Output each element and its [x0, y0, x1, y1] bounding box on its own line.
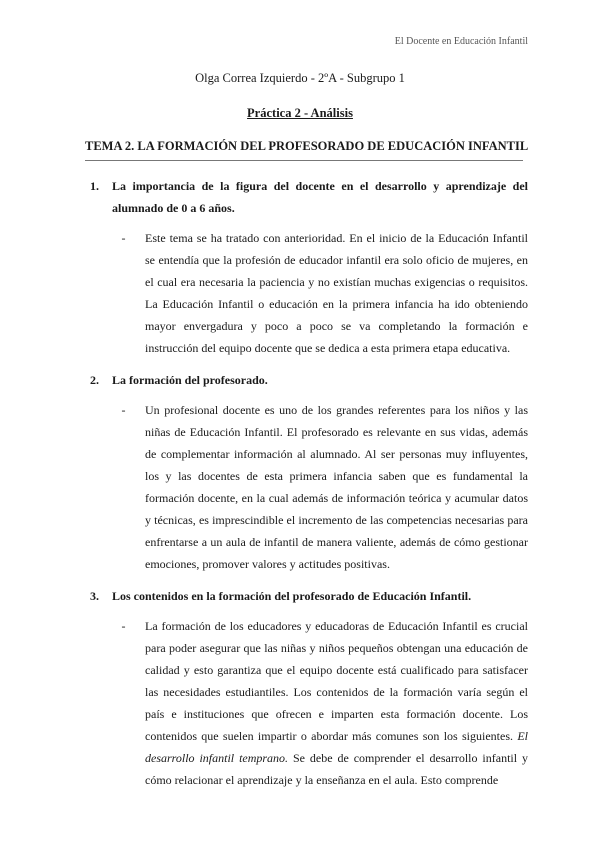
section-3 [90, 585, 528, 791]
document-body [90, 175, 528, 801]
section-title: La importancia de la figura del docente en el desarrollo y aprendizaje del alumnado de 0 a 6 años. [112, 179, 528, 215]
section-title: Los contenidos en la formación del profesorado de Educación Infantil. [112, 589, 472, 603]
running-header: El Docente en Educación Infantil [394, 36, 528, 47]
paragraph-text: Un profesional docente es uno de los grandes referentes para los niños y las niñas de Educación Infantil. El profesorado es relevante en sus vidas, además de complementar información al alumnado. Al ser personas muy influyentes, los y las docentes de esta primera infancia saben que es fundamental la formación docente, en la cual además de información teórica y acumular datos y técnicas, es imprescindible el incremento de las competencias necesarias para enfrentarse a un aula de infantil de manera valiente, además de cómo gestionar emociones, promover valores y actitudes positivas. [145, 403, 528, 571]
title-divider [85, 160, 523, 161]
section-1 [90, 175, 528, 359]
topic-title: TEMA 2. LA FORMACIÓN DEL PROFESORADO DE EDUCACIÓN INFANTIL [85, 139, 529, 153]
paragraph-text: Este tema se ha tratado con anterioridad. En el inicio de la Educación Infantil se entendía que la profesión de educador infantil era solo oficio de mujeres, en el cual era necesaria la paciencia y no existían muchas exigencias o requisitos. La Educación Infantil o educación en la primera infancia ha ido obteniendo mayor envergadura y poco a poco se va completando la formación e instrucción del equipo docente que se dedica a esta primera etapa educativa. [145, 231, 528, 355]
section-number: 3. [90, 589, 99, 603]
section-heading [90, 175, 528, 219]
section-heading [90, 369, 528, 391]
paragraph-text-intro: La formación de los educadores y educadoras de Educación Infantil es crucial para poder asegurar que las niñas y niños pequeños obtengan una educación de calidad y esto garantiza que el equipo docente está cualificado para satisfacer las necesidades estudiantiles. Los contenidos de la formación varía según el país e instituciones que ofrecen e imparten esta formación docente. Los contenidos que suelen impartir o abordar más comunes son los siguientes. [145, 619, 528, 743]
practice-title: Práctica 2 - Análisis [247, 106, 353, 120]
bullet-paragraph [90, 227, 528, 359]
section-number: 2. [90, 373, 99, 387]
dash-bullet: - [121, 619, 126, 633]
dash-bullet: - [121, 403, 126, 417]
italic-term: El desarrollo infantil temprano. [145, 729, 528, 765]
section-title: La formación del profesorado. [112, 373, 268, 387]
bullet-paragraph [90, 399, 528, 575]
paragraph-text-continued: Se debe de comprender el desarrollo infantil y cómo relacionar el aprendizaje y la enseñanza en el aula. Esto comprende [145, 751, 528, 787]
section-2 [90, 369, 528, 575]
section-heading [90, 585, 528, 607]
paragraph-text [145, 615, 528, 791]
bullet-paragraph [90, 615, 528, 791]
author-line: Olga Correa Izquierdo - 2ºA - Subgrupo 1 [195, 71, 405, 85]
dash-bullet: - [121, 231, 126, 245]
section-number: 1. [90, 179, 99, 193]
